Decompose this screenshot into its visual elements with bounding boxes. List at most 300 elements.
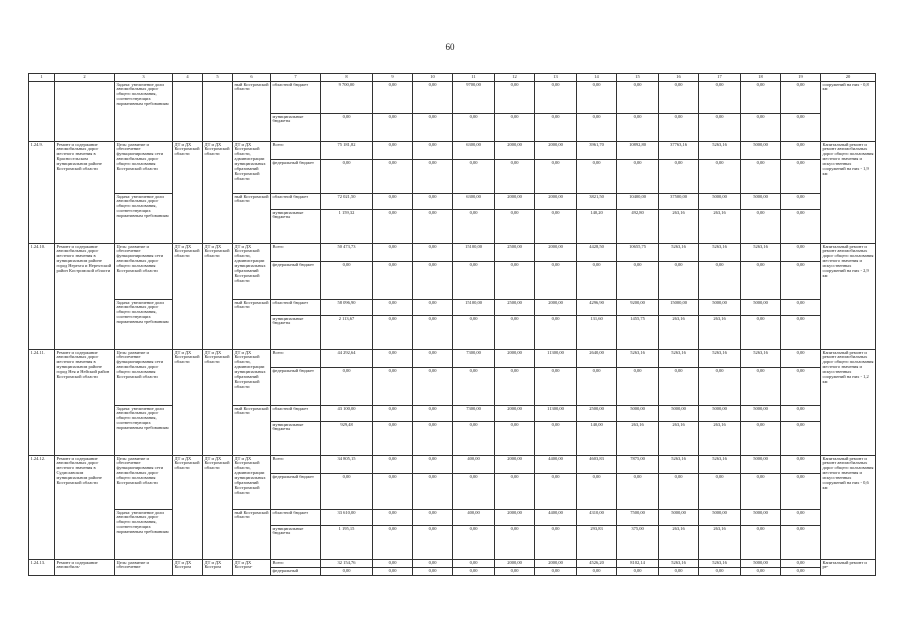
result-text: Капитальный ремонт и ремонт автомобильных дорог общего пользования местного значения и искусственных сооружений на них - 0,6 км [821, 456, 876, 560]
amount-cell: 0,00 [781, 142, 821, 160]
amount-cell: 0,00 [453, 422, 495, 456]
col6-responsible: ный Костромской области [233, 300, 271, 350]
amount-cell: 2000,00 [495, 406, 535, 422]
amount-cell: 0,00 [617, 368, 659, 406]
amount-cell: 15000,00 [659, 300, 699, 316]
amount-cell: 0,00 [781, 316, 821, 350]
column-number: 19 [781, 74, 821, 82]
amount-cell: 0,00 [453, 474, 495, 510]
amount-cell: 5263,16 [699, 456, 741, 474]
amount-cell: 0,00 [321, 114, 373, 142]
col6-executor: ДТ и ДХ Костромской области, администрации муниципальных образований Костромской области [233, 350, 271, 406]
amount-cell: 263,16 [699, 210, 741, 244]
result-text: сооружений на них - 0,8 км [821, 82, 876, 142]
funding-source: муниципальные бюджеты [271, 316, 321, 350]
amount-cell: 5000,00 [741, 406, 781, 422]
amount-cell: 5263,16 [699, 560, 741, 568]
amount-cell: 0,00 [413, 210, 453, 244]
amount-cell: 0,00 [617, 474, 659, 510]
amount-cell: 32 154,76 [321, 560, 373, 568]
col4: ДТ и ДХ Костромской области [173, 142, 203, 244]
column-number: 15 [617, 74, 659, 82]
amount-cell: 0,00 [373, 300, 413, 316]
amount-cell: 7300,00 [453, 406, 495, 422]
amount-cell: 0,00 [495, 568, 535, 576]
amount-cell: 0,00 [781, 160, 821, 194]
amount-cell: 263,16 [659, 210, 699, 244]
amount-cell: 10892,80 [617, 142, 659, 160]
amount-cell: 0,00 [699, 114, 741, 142]
amount-cell: 0,00 [373, 474, 413, 510]
col6-responsible: ный Костромской области [233, 510, 271, 560]
amount-cell: 3821,50 [577, 194, 617, 210]
amount-cell: 5263,16 [617, 350, 659, 368]
amount-cell: 0,00 [373, 114, 413, 142]
amount-cell: 0,00 [781, 210, 821, 244]
col5 [203, 82, 233, 142]
table-row [29, 510, 876, 526]
amount-cell: 0,00 [781, 526, 821, 560]
amount-cell: 0,00 [373, 350, 413, 368]
result-text: Капитальный ремонт и ре- [821, 560, 876, 576]
amount-cell: 0,00 [741, 474, 781, 510]
amount-cell: 0,00 [373, 142, 413, 160]
amount-cell: 0,00 [373, 82, 413, 114]
amount-cell: 7875,00 [617, 456, 659, 474]
amount-cell: 5263,16 [659, 560, 699, 568]
amount-cell: 4526,20 [577, 560, 617, 568]
amount-cell: 5263,16 [699, 350, 741, 368]
amount-cell: 0,00 [413, 194, 453, 210]
funding-source: областной бюджет [271, 406, 321, 422]
funding-source: федеральный бюджет [271, 262, 321, 300]
funding-source: федеральный [271, 568, 321, 576]
amount-cell: 0,00 [781, 82, 821, 114]
amount-cell: 263,16 [659, 316, 699, 350]
col4: ДТ и ДХ Костромской области [173, 456, 203, 560]
amount-cell: 5000,00 [741, 194, 781, 210]
amount-cell: 0,00 [373, 406, 413, 422]
funding-source: муниципальные бюджеты [271, 114, 321, 142]
amount-cell: 2000,00 [495, 560, 535, 568]
column-number: 10 [413, 74, 453, 82]
amount-cell: 400,00 [453, 510, 495, 526]
funding-source: Всего [271, 142, 321, 160]
amount-cell: 0,00 [413, 160, 453, 194]
amount-cell: 2500,00 [495, 244, 535, 262]
amount-cell: 0,00 [781, 422, 821, 456]
amount-cell: 375,00 [617, 526, 659, 560]
amount-cell: 0,00 [373, 510, 413, 526]
amount-cell: 0,00 [413, 560, 453, 568]
amount-cell: 50 473,73 [321, 244, 373, 262]
amount-cell: 0,00 [699, 568, 741, 576]
row-name: Ремонт и содержание автомобиль- [55, 560, 115, 576]
amount-cell: 5000,00 [699, 406, 741, 422]
amount-cell: 0,00 [373, 244, 413, 262]
col6-executor: ДТ и ДХ Костромской области, администрации муниципальных образований Костромской области [233, 142, 271, 194]
amount-cell: 0,00 [577, 368, 617, 406]
amount-cell: 4428,50 [577, 244, 617, 262]
col6-executor: ДТ и ДХ Костром- [233, 560, 271, 576]
funding-source: областной бюджет [271, 510, 321, 526]
amount-cell: 0,00 [495, 316, 535, 350]
amount-cell: 131,60 [577, 316, 617, 350]
amount-cell: 0,00 [535, 526, 577, 560]
col6-executor: ДТ и ДХ Костромской области, администрации муниципальных образований Костромской области [233, 456, 271, 510]
amount-cell: 5000,00 [659, 406, 699, 422]
amount-cell: 6300,00 [453, 194, 495, 210]
column-number: 18 [741, 74, 781, 82]
amount-cell: 2000,00 [495, 456, 535, 474]
row-id: 1.24.9. [29, 142, 55, 244]
funding-source: федеральный бюджет [271, 474, 321, 510]
amount-cell: 0,00 [373, 422, 413, 456]
amount-cell: 0,00 [495, 114, 535, 142]
funding-source: областной бюджет [271, 82, 321, 114]
amount-cell: 0,00 [495, 82, 535, 114]
page-number: 60 [445, 42, 455, 52]
amount-cell: 5263,16 [659, 244, 699, 262]
column-number: 13 [535, 74, 577, 82]
column-number: 7 [271, 74, 321, 82]
amount-cell: 0,00 [781, 474, 821, 510]
amount-cell: 0,00 [741, 316, 781, 350]
amount-cell: 263,16 [659, 422, 699, 456]
amount-cell: 140,20 [577, 210, 617, 244]
funding-source: муниципальные бюджеты [271, 526, 321, 560]
amount-cell: 0,00 [781, 368, 821, 406]
amount-cell: 0,00 [495, 160, 535, 194]
amount-cell: 2000,00 [535, 142, 577, 160]
amount-cell: 263,16 [659, 526, 699, 560]
amount-cell: 0,00 [741, 568, 781, 576]
amount-cell: 5000,00 [741, 510, 781, 526]
row-id [29, 82, 55, 142]
amount-cell: 0,00 [577, 114, 617, 142]
column-number: 11 [453, 74, 495, 82]
amount-cell: 5263,16 [741, 350, 781, 368]
amount-cell: 0,00 [577, 160, 617, 194]
amount-cell: 1 159,32 [321, 210, 373, 244]
task-text: Задача: увеличение доли автомобильных дорог общего пользования, соответствующих нормативным требованиям [115, 300, 173, 350]
amount-cell: 0,00 [413, 568, 453, 576]
amount-cell: 34 805,15 [321, 456, 373, 474]
column-number: 16 [659, 74, 699, 82]
task-text: Задача: увеличение доли автомобильных дорог общего пользования, соответствующих нормативным требованиям [115, 510, 173, 560]
amount-cell: 2500,00 [495, 300, 535, 316]
amount-cell: 0,00 [495, 422, 535, 456]
col4 [173, 82, 203, 142]
amount-cell: 2000,00 [535, 300, 577, 316]
amount-cell: 0,00 [781, 350, 821, 368]
column-number: 12 [495, 74, 535, 82]
amount-cell: 0,00 [373, 568, 413, 576]
amount-cell: 9200,00 [617, 300, 659, 316]
col5: ДТ и ДХ Костром [203, 560, 233, 576]
amount-cell: 492,80 [617, 210, 659, 244]
col4: ДТ и ДХ Костромской области [173, 350, 203, 456]
amount-cell: 0,00 [413, 262, 453, 300]
row-id: 1.24.11. [29, 350, 55, 456]
amount-cell: 0,00 [659, 262, 699, 300]
amount-cell: 4400,00 [535, 456, 577, 474]
amount-cell: 44 292,64 [321, 350, 373, 368]
funding-source: федеральный бюджет [271, 368, 321, 406]
column-number: 14 [577, 74, 617, 82]
amount-cell: 5263,16 [659, 350, 699, 368]
amount-cell: 43 100,00 [321, 406, 373, 422]
amount-cell: 2000,00 [535, 560, 577, 568]
table-row [29, 300, 876, 316]
amount-cell: 0,00 [781, 194, 821, 210]
amount-cell: 2000,00 [495, 142, 535, 160]
amount-cell: 0,00 [781, 568, 821, 576]
amount-cell: 0,00 [577, 474, 617, 510]
goal-text: Цель: развитие и обеспечение функционирования сети автомобильных дорог общего пользования Костромской области [115, 244, 173, 300]
goal-text: Цель: развитие и обеспечение [115, 560, 173, 576]
amount-cell: 9 700,00 [321, 82, 373, 114]
amount-cell: 4603,83 [577, 456, 617, 474]
amount-cell: 263,16 [617, 422, 659, 456]
amount-cell: 0,00 [659, 368, 699, 406]
amount-cell: 5000,00 [617, 406, 659, 422]
column-number: 17 [699, 74, 741, 82]
amount-cell: 0,00 [373, 456, 413, 474]
amount-cell: 2000,00 [535, 244, 577, 262]
amount-cell: 5000,00 [741, 142, 781, 160]
amount-cell: 0,00 [453, 114, 495, 142]
amount-cell: 0,00 [741, 526, 781, 560]
funding-source: федеральный бюджет [271, 160, 321, 194]
row-name: Ремонт и содержание автомобильных дорог местного значения в муниципальном районе город Нея и Нейский район Костромской области [55, 350, 115, 456]
amount-cell: 0,00 [535, 82, 577, 114]
amount-cell: 0,00 [413, 316, 453, 350]
amount-cell: 0,00 [659, 160, 699, 194]
amount-cell: 5263,16 [699, 142, 741, 160]
amount-cell: 7500,00 [617, 510, 659, 526]
amount-cell: 7300,00 [453, 350, 495, 368]
amount-cell: 0,00 [495, 210, 535, 244]
result-text: Капитальный ремонт и ремонт автомобильных дорог общего пользования местного значения и искусственных сооружений на них - 2,9 км [821, 244, 876, 350]
amount-cell: 0,00 [413, 142, 453, 160]
funding-source: областной бюджет [271, 300, 321, 316]
amount-cell: 5000,00 [699, 194, 741, 210]
col5: ДТ и ДХ Костромской области [203, 456, 233, 560]
column-number: 20 [821, 74, 876, 82]
funding-source: Всего [271, 456, 321, 474]
amount-cell: 0,00 [413, 300, 453, 316]
amount-cell: 0,00 [413, 456, 453, 474]
col6-responsible: ный Костромской области [233, 406, 271, 456]
col6-executor: ДТ и ДХ Костромской области, администрации муниципальных образований Костромской области [233, 244, 271, 300]
amount-cell: 15100,00 [453, 244, 495, 262]
amount-cell: 0,00 [535, 262, 577, 300]
amount-cell: 140,00 [577, 422, 617, 456]
amount-cell: 0,00 [741, 114, 781, 142]
amount-cell: 400,00 [453, 456, 495, 474]
amount-cell: 10400,00 [617, 194, 659, 210]
amount-cell: 2000,00 [535, 194, 577, 210]
amount-cell: 293,83 [577, 526, 617, 560]
amount-cell: 2000,00 [495, 510, 535, 526]
amount-cell: 0,00 [659, 474, 699, 510]
amount-cell: 0,00 [495, 474, 535, 510]
amount-cell: 37763,16 [659, 142, 699, 160]
amount-cell: 4296,90 [577, 300, 617, 316]
amount-cell: 10655,75 [617, 244, 659, 262]
amount-cell: 0,00 [373, 526, 413, 560]
goal-text: Цель: развитие и обеспечение функционирования сети автомобильных дорог общего пользования Костромской области [115, 456, 173, 510]
column-number-row [29, 74, 876, 82]
amount-cell: 0,00 [781, 456, 821, 474]
amount-cell: 0,00 [699, 474, 741, 510]
funding-source: муниципальные бюджеты [271, 210, 321, 244]
amount-cell: 0,00 [453, 568, 495, 576]
amount-cell: 4310,00 [577, 510, 617, 526]
amount-cell: 0,00 [617, 262, 659, 300]
amount-cell: 0,00 [495, 526, 535, 560]
column-number: 9 [373, 74, 413, 82]
amount-cell: 6300,00 [453, 142, 495, 160]
amount-cell: 263,16 [699, 526, 741, 560]
table-row [29, 142, 876, 160]
amount-cell: 0,00 [373, 368, 413, 406]
amount-cell: 9700,00 [453, 82, 495, 114]
amount-cell: 0,00 [781, 114, 821, 142]
row-id: 1.24.10. [29, 244, 55, 350]
goal-text: Цель: развитие и обеспечение функционирования сети автомобильных дорог общего пользования Костромской области [115, 142, 173, 194]
program-table [28, 73, 876, 576]
amount-cell: 2500,00 [577, 406, 617, 422]
amount-cell: 0,00 [321, 568, 373, 576]
amount-cell: 1 195,15 [321, 526, 373, 560]
amount-cell: 0,00 [321, 474, 373, 510]
amount-cell: 0,00 [413, 474, 453, 510]
amount-cell: 0,00 [453, 210, 495, 244]
amount-cell: 263,16 [699, 422, 741, 456]
amount-cell: 15100,00 [453, 300, 495, 316]
amount-cell: 4400,00 [535, 510, 577, 526]
amount-cell: 0,00 [741, 160, 781, 194]
task-text: Задача: увеличение доли автомобильных дорог общего пользования, соответствующих нормативным требованиям [115, 194, 173, 244]
column-number: 4 [173, 74, 203, 82]
table-row [29, 456, 876, 474]
amount-cell: 0,00 [535, 114, 577, 142]
amount-cell: 0,00 [373, 262, 413, 300]
col5: ДТ и ДХ Костромской области [203, 350, 233, 456]
amount-cell: 75 181,82 [321, 142, 373, 160]
responsible: ный Костромской области [233, 82, 271, 142]
amount-cell: 0,00 [577, 82, 617, 114]
amount-cell: 0,00 [535, 422, 577, 456]
task-text: Задача: увеличение доли автомобильных дорог общего пользования, соответствующих нормативным требованиям [115, 406, 173, 456]
amount-cell: 0,00 [577, 568, 617, 576]
amount-cell: 0,00 [413, 422, 453, 456]
amount-cell: 0,00 [617, 160, 659, 194]
amount-cell: 0,00 [413, 244, 453, 262]
task-text: Задача: увеличение доли автомобильных дорог общего пользования, соответствующих нормативным требованиям [115, 82, 173, 142]
amount-cell: 263,16 [699, 316, 741, 350]
amount-cell: 0,00 [699, 82, 741, 114]
amount-cell: 0,00 [413, 406, 453, 422]
amount-cell: 58 096,90 [321, 300, 373, 316]
amount-cell: 0,00 [495, 262, 535, 300]
col5: ДТ и ДХ Костромской области [203, 244, 233, 350]
column-number: 2 [55, 74, 115, 82]
amount-cell: 0,00 [659, 114, 699, 142]
row-name: Ремонт и содержание автомобильных дорог местного значения в муниципальном районе город Нерехта и Нерехтский район Костромской области [55, 244, 115, 350]
col6-responsible: ный Костромской области [233, 194, 271, 244]
amount-cell: 2 113,67 [321, 316, 373, 350]
amount-cell: 0,00 [373, 316, 413, 350]
amount-cell: 0,00 [413, 350, 453, 368]
row-name: Ремонт и содержание автомобильных дорог местного значения в Судиславском муниципальном районе Костромской области [55, 456, 115, 560]
amount-cell: 929,48 [321, 422, 373, 456]
amount-cell: 5263,16 [699, 244, 741, 262]
table-row [29, 406, 876, 422]
amount-cell: 0,00 [413, 82, 453, 114]
amount-cell: 0,00 [781, 510, 821, 526]
amount-cell: 0,00 [781, 300, 821, 316]
table-row [29, 350, 876, 368]
amount-cell: 0,00 [659, 82, 699, 114]
amount-cell: 0,00 [373, 560, 413, 568]
amount-cell: 0,00 [373, 210, 413, 244]
funding-source: Всего [271, 350, 321, 368]
amount-cell: 2000,00 [495, 350, 535, 368]
column-number: 1 [29, 74, 55, 82]
column-number: 3 [115, 74, 173, 82]
amount-cell: 5000,00 [699, 510, 741, 526]
amount-cell: 0,00 [741, 210, 781, 244]
col4: ДТ и ДХ Костром [173, 560, 203, 576]
amount-cell: 0,00 [453, 526, 495, 560]
amount-cell: 0,00 [741, 262, 781, 300]
amount-cell: 11300,00 [535, 406, 577, 422]
amount-cell: 0,00 [659, 568, 699, 576]
amount-cell: 0,00 [617, 114, 659, 142]
amount-cell: 0,00 [535, 316, 577, 350]
col5: ДТ и ДХ Костромской области [203, 142, 233, 244]
table-row [29, 194, 876, 210]
table-row [29, 244, 876, 262]
amount-cell: 0,00 [577, 262, 617, 300]
row-id: 1.24.12. [29, 456, 55, 560]
amount-cell: 0,00 [781, 406, 821, 422]
table-row [29, 82, 876, 114]
amount-cell: 5263,16 [741, 244, 781, 262]
amount-cell: 0,00 [373, 160, 413, 194]
amount-cell: 0,00 [741, 422, 781, 456]
amount-cell: 0,00 [535, 568, 577, 576]
funding-source: областной бюджет [271, 194, 321, 210]
goal-text: Цель: развитие и обеспечение функционирования сети автомобильных дорог общего пользования Костромской области [115, 350, 173, 406]
amount-cell: 0,00 [453, 316, 495, 350]
amount-cell: 0,00 [413, 368, 453, 406]
amount-cell: 5263,16 [659, 456, 699, 474]
amount-cell: 0,00 [535, 474, 577, 510]
amount-cell: 5000,00 [741, 560, 781, 568]
amount-cell: 0,00 [781, 244, 821, 262]
amount-cell: 0,00 [453, 560, 495, 568]
row-name [55, 82, 115, 142]
amount-cell: 33 610,00 [321, 510, 373, 526]
amount-cell: 72 021,50 [321, 194, 373, 210]
funding-source: Всего [271, 560, 321, 568]
amount-cell: 0,00 [453, 160, 495, 194]
amount-cell: 0,00 [617, 568, 659, 576]
